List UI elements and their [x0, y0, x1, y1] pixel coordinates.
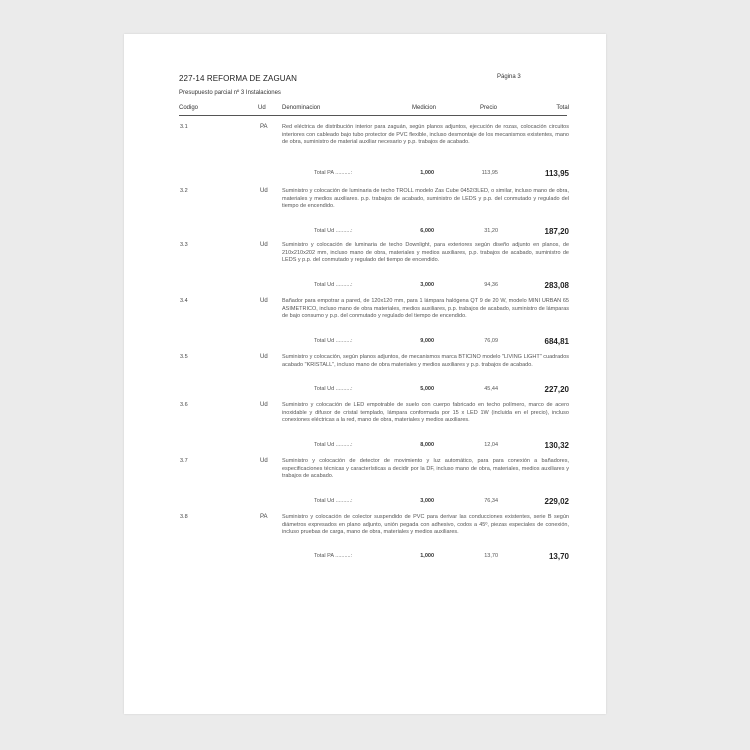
item-total: 130,32	[544, 441, 569, 450]
item-precio: 113,95	[481, 170, 498, 176]
item-description: Suministro y colocación, según planos adjuntos, de mecanismos marca BTICINO modelo "LIVING LIGHT" cuadrados acabado "KRISTALL", incluso mano de obra materiales y medios auxiliares y p.p. trabajos de acabado.	[282, 354, 569, 368]
item-code: 3.3	[180, 242, 188, 248]
item-code: 3.2	[180, 188, 188, 194]
item-description: Suministro y colocación de luminaria de techo Downlight, para exteriores según diseño adjunto en planos, de 210x210x202 mm, incluso mano de obra, materiales y medios auxiliares, p.p. trabajos de acabado, suministro de LEDS y p.p. del conmutado y regulado del tiempo de encendido.	[282, 242, 569, 264]
item-total-label: Total PA ..........:	[314, 553, 353, 559]
item-medicion: 1,000	[420, 170, 434, 176]
item-precio: 94,36	[484, 282, 498, 288]
item-total-label: Total Ud ..........:	[314, 338, 353, 344]
item-medicion: 6,000	[420, 228, 434, 234]
item-medicion: 5,000	[420, 386, 434, 392]
item-precio: 12,04	[484, 442, 498, 448]
item-total: 684,81	[544, 337, 569, 346]
item-description: Suministro y colocación de LED empotrable de suelo con cuerpo fabricado en techo polímero, marco de acero inoxidable y difusor de cristal templado, lámpara conformada por 15 x LED 1W (incluida en el precio), incluso conexiones eléctricas a la red, mano de obra, materiales y medios auxiliares.	[282, 402, 569, 424]
item-total-label: Total Ud ..........:	[314, 282, 353, 288]
item-unit: PA	[260, 514, 268, 520]
column-header-precio: Precio	[479, 105, 497, 111]
item-precio: 13,70	[484, 553, 498, 559]
item-medicion: 3,000	[420, 498, 434, 504]
document-title: 227-14 REFORMA DE ZAGUAN	[179, 74, 297, 83]
document-subtitle: Presupuesto parcial nº 3 Instalaciones	[179, 90, 281, 96]
item-total: 283,08	[544, 281, 569, 290]
item-total-label: Total Ud ..........:	[314, 498, 353, 504]
item-medicion: 9,000	[420, 338, 434, 344]
item-precio: 45,44	[484, 386, 498, 392]
item-total: 227,20	[544, 385, 569, 394]
item-total: 229,02	[544, 497, 569, 506]
item-code: 3.4	[180, 298, 188, 304]
column-header-denominacion: Denominacion	[282, 105, 321, 111]
item-code: 3.7	[180, 458, 188, 464]
item-precio: 31,20	[484, 228, 498, 234]
item-total-label: Total Ud ..........:	[314, 386, 353, 392]
item-description: Suministro y colocación de luminaria de techo TROLL modelo Zas Cube 0452/3LED, o similar, incluso mano de obra, materiales y medios auxiliares. p.p. trabajos de acabado, suministro de LEDS y p.p. del conmutado y regulado del tiempo de encendido.	[282, 188, 569, 210]
page-number: Página 3	[497, 74, 521, 80]
item-total-label: Total Ud ..........:	[314, 442, 353, 448]
item-total: 13,70	[548, 552, 569, 561]
document-page	[124, 34, 606, 714]
column-header-total: Total	[556, 105, 569, 111]
item-description: Suministro y colocación de detector de movimiento y luz automático, para para conexión a bañadores, especificaciones técnicas y características a decidir por la DF, incluso mano de obra, materiales, medios auxiliares y trabajos de acabado.	[282, 458, 569, 480]
item-medicion: 1,000	[420, 553, 434, 559]
item-unit: Ud	[260, 242, 268, 248]
item-unit: Ud	[260, 298, 268, 304]
item-unit: Ud	[260, 354, 268, 360]
item-medicion: 3,000	[420, 282, 434, 288]
item-description: Bañador para empotrar a pared, de 120x120 mm, para 1 lámpara halógena QT 9 de 20 W, modelo MINI URBAN 65 ASIMETRICO, incluso mano de obra materiales, medios auxiliares, p.p. trabajos de acabado, suministro de lámparas de bajo consumo y p.p. del conmutado y regulado del tiempo de encendido.	[282, 298, 569, 320]
item-precio: 76,34	[484, 498, 498, 504]
item-medicion: 8,000	[420, 442, 434, 448]
item-unit: Ud	[260, 188, 268, 194]
item-description: Suministro y colocación de colector suspendido de PVC para derivar las conducciones existentes, serie B según diámetros expresados en plano adjunto, unión pegada con adhesivo, codos a 45º, piezas especiales de conexión, incluso pruebas de carga, mano de obra, materiales y medios auxiliares.	[282, 514, 569, 536]
header-rule	[179, 115, 567, 116]
item-unit: PA	[260, 124, 268, 130]
item-total-label: Total Ud ..........:	[314, 228, 353, 234]
column-header-ud: Ud	[258, 105, 266, 111]
item-total-label: Total PA ..........:	[314, 170, 353, 176]
item-code: 3.8	[180, 514, 188, 520]
item-precio: 76,09	[484, 338, 498, 344]
column-header-medicion: Medicion	[411, 105, 436, 111]
item-description: Red eléctrica de distribución interior para zaguán, según planos adjuntos, ejecución de rozas, colocación circuitos interiores con cableado bajo tubo protector de PVC flexible, incluso desmontaje de los mecanismos existentes, mano de obra, suministro de material auxiliar necesario y p.p. trabajos de acabado.	[282, 124, 569, 146]
item-unit: Ud	[260, 402, 268, 408]
item-code: 3.5	[180, 354, 188, 360]
item-total: 113,95	[544, 169, 569, 178]
item-code: 3.6	[180, 402, 188, 408]
column-header-code: Codigo	[179, 105, 199, 111]
item-code: 3.1	[180, 124, 188, 130]
item-total: 187,20	[544, 227, 569, 236]
item-unit: Ud	[260, 458, 268, 464]
